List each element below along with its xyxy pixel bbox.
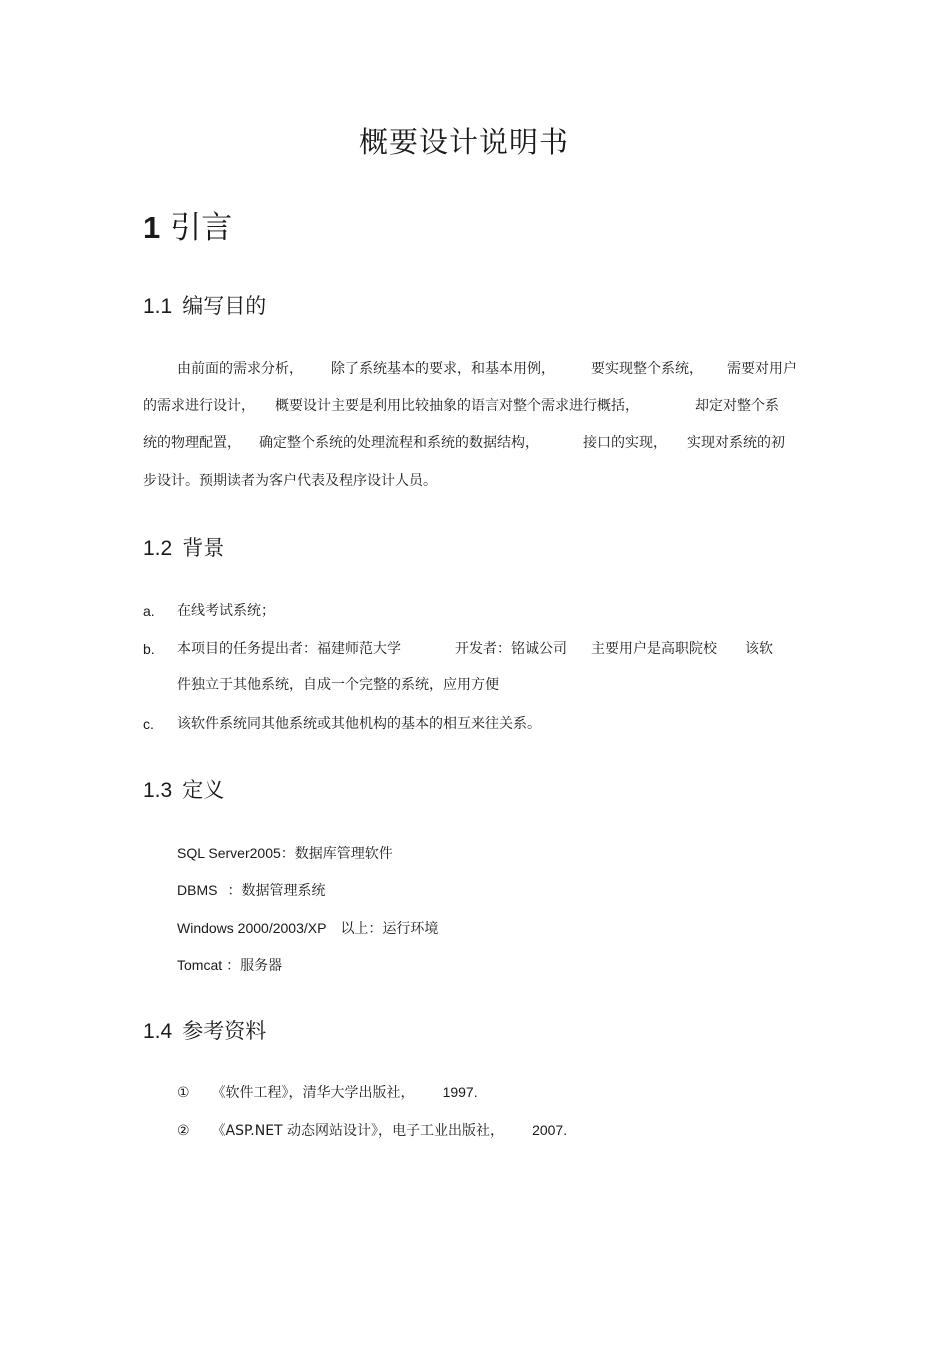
list-item-text: 主要用户是高职院校: [591, 641, 717, 657]
purpose-text: 统的物理配置，: [143, 435, 241, 451]
definition-item: [177, 955, 282, 976]
reference-title: 《ASP.NET 动态网站设计》，: [211, 1123, 393, 1139]
purpose-text: 概要设计主要是利用比较抽象的语言对整个需求进行概括，: [275, 398, 639, 414]
purpose-line-3: [143, 433, 785, 453]
definition-sep: ：: [280, 846, 295, 862]
definition-desc: 数据管理系统: [241, 883, 326, 899]
definition-item: [177, 918, 438, 939]
section-number: 1.4: [143, 1020, 173, 1043]
reference-publisher: 电子工业出版社，: [392, 1123, 505, 1139]
reference-item: [177, 1082, 478, 1103]
purpose-line-4: [143, 471, 437, 491]
reference-year: 2007.: [532, 1122, 568, 1138]
reference-title: 《软件工程》，: [211, 1085, 303, 1101]
purpose-line-2: [143, 396, 779, 416]
list-item: 在线考试系统；: [177, 603, 275, 619]
purpose-line-1: [177, 359, 797, 379]
section-title: 背景: [182, 536, 225, 560]
purpose-text: 由前面的需求分析，: [177, 361, 303, 377]
section-title: 编写目的: [182, 294, 267, 318]
definition-desc: 运行环境: [382, 921, 439, 937]
list-label: a.: [143, 603, 155, 619]
reference-mark: ①: [177, 1085, 190, 1101]
definition-item: [177, 843, 393, 864]
section-number: 1.3: [143, 779, 173, 802]
list-item: [177, 639, 773, 659]
definition-term: SQL Server2005: [177, 845, 281, 861]
chapter-title: 引言: [170, 210, 233, 246]
purpose-text: 除了系统基本的要求，和基本用例，: [331, 361, 555, 377]
definition-item: [177, 880, 325, 901]
list-item-text: 开发者：铭诚公司: [455, 641, 567, 657]
definition-sep: 以上：: [340, 921, 383, 937]
list-item: 该软件系统同其他系统或其他机构的基本的相互来往关系。: [177, 716, 541, 732]
purpose-text: 却定对整个系: [695, 398, 779, 414]
definition-term: DBMS: [177, 882, 218, 898]
definition-desc: 数据库管理软件: [294, 846, 393, 862]
section-heading-1-2: [143, 533, 224, 564]
purpose-text: 实现对系统的初: [687, 435, 785, 451]
section-number: 1.2: [143, 537, 173, 560]
section-title: 参考资料: [182, 1019, 267, 1043]
list-item-continuation: 件独立于其他系统，自成一个完整的系统，应用方便: [177, 677, 499, 693]
definition-sep: ：: [226, 958, 241, 974]
section-title: 定义: [182, 778, 225, 802]
section-heading-1-3: [143, 775, 224, 806]
reference-item: [177, 1120, 567, 1141]
reference-mark: ②: [177, 1123, 190, 1139]
chapter-number: 1: [143, 210, 161, 245]
section-number: 1.1: [143, 295, 173, 318]
purpose-text: 的需求进行设计，: [143, 398, 255, 414]
list-label: b.: [143, 641, 155, 657]
purpose-text: 步设计。预期读者为客户代表及程序设计人员。: [143, 473, 437, 489]
definition-term: Windows 2000/2003/XP: [177, 920, 327, 936]
list-item-text: 该软: [745, 641, 773, 657]
purpose-text: 需要对用户: [727, 361, 797, 377]
definition-term: Tomcat: [177, 957, 223, 973]
section-heading-1-4: [143, 1016, 266, 1047]
document-title: 概要设计说明书: [358, 125, 569, 159]
definition-desc: 服务器: [240, 958, 283, 974]
list-label: c.: [143, 716, 154, 732]
reference-publisher: 清华大学出版社，: [302, 1085, 415, 1101]
purpose-text: 要实现整个系统，: [591, 361, 703, 377]
purpose-text: 接口的实现，: [583, 435, 667, 451]
list-item-text: 本项目的任务提出者：福建师范大学: [177, 641, 401, 657]
definition-sep: ：: [227, 883, 242, 899]
section-heading-1-1: [143, 291, 266, 322]
reference-year: 1997.: [442, 1084, 478, 1100]
chapter-heading: [143, 206, 232, 250]
purpose-text: 确定整个系统的处理流程和系统的数据结构，: [259, 435, 539, 451]
